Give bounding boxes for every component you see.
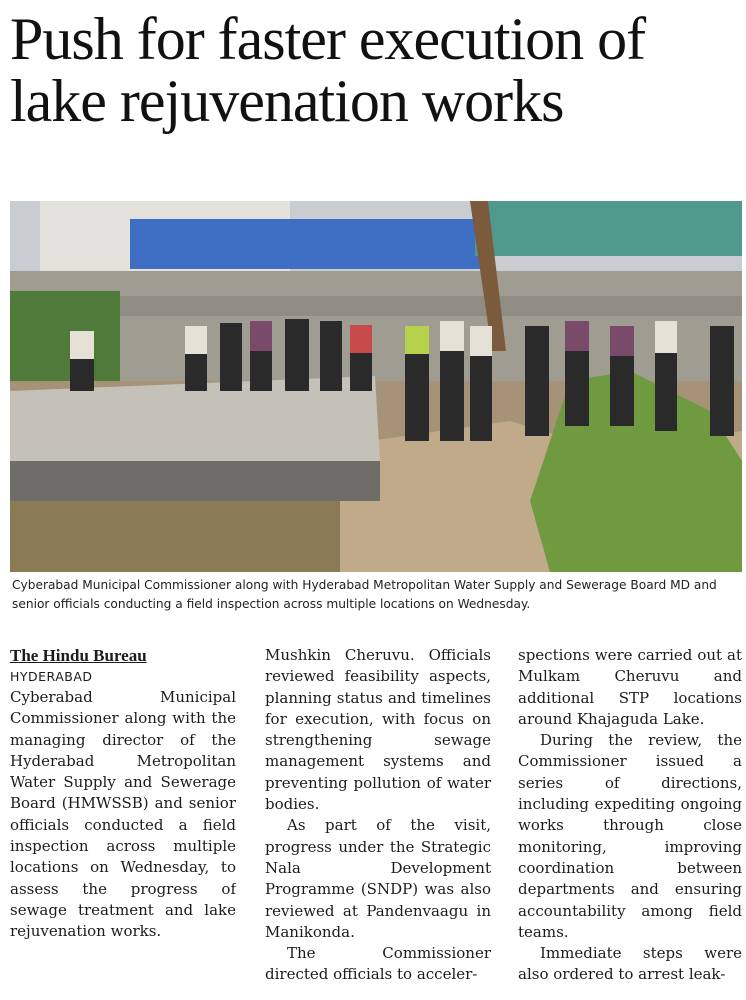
body-paragraph: Mushkin Cheruvu. Officials reviewed feasibility aspects, planning status and timelines for execution, with focus on strengthening sewage management systems and preventing pollution of water bodies. (265, 646, 491, 814)
dateline: HYDERABAD (10, 669, 93, 684)
body-paragraph: spections were carried out at Mulkam Cheruvu and additional STP locations around Khajaguda Lake. (518, 646, 742, 728)
article-column-3 (518, 645, 742, 1000)
photo-illustration (10, 201, 742, 572)
body-paragraph: The Commissioner directed officials to acceler- (265, 944, 491, 984)
news-photo (10, 201, 742, 572)
photo-caption: Cyberabad Municipal Commissioner along with Hyderabad Metropolitan Water Supply and Sewerage Board MD and senior officials conducting a field inspection across multiple locations on Wednesday. (12, 578, 717, 611)
byline: The Hindu Bureau (10, 646, 147, 665)
article-column-2 (265, 645, 491, 1000)
body-paragraph: Immediate steps were also ordered to arrest leak- (518, 944, 742, 984)
body-paragraph: During the review, the Commissioner issued a series of directions, including expediting ongoing works through close monitoring, improving coordination between departments and ensuring accountability among field teams. (518, 731, 742, 941)
article-column-1 (10, 645, 236, 1000)
body-paragraph: Cyberabad Municipal Commissioner along with the managing director of the Hyderabad Metropolitan Water Supply and Sewerage Board (HMWSSB) and senior officials conducted a field inspection across multiple locations on Wednesday, to assess the progress of sewage treatment and lake rejuvenation works. (10, 688, 236, 941)
body-paragraph: As part of the visit, progress under the Strategic Nala Development Programme (SNDP) was also reviewed at Pandenvaagu in Manikonda. (265, 816, 491, 941)
headline: Push for faster execution of lake rejuvenation works (10, 6, 646, 134)
